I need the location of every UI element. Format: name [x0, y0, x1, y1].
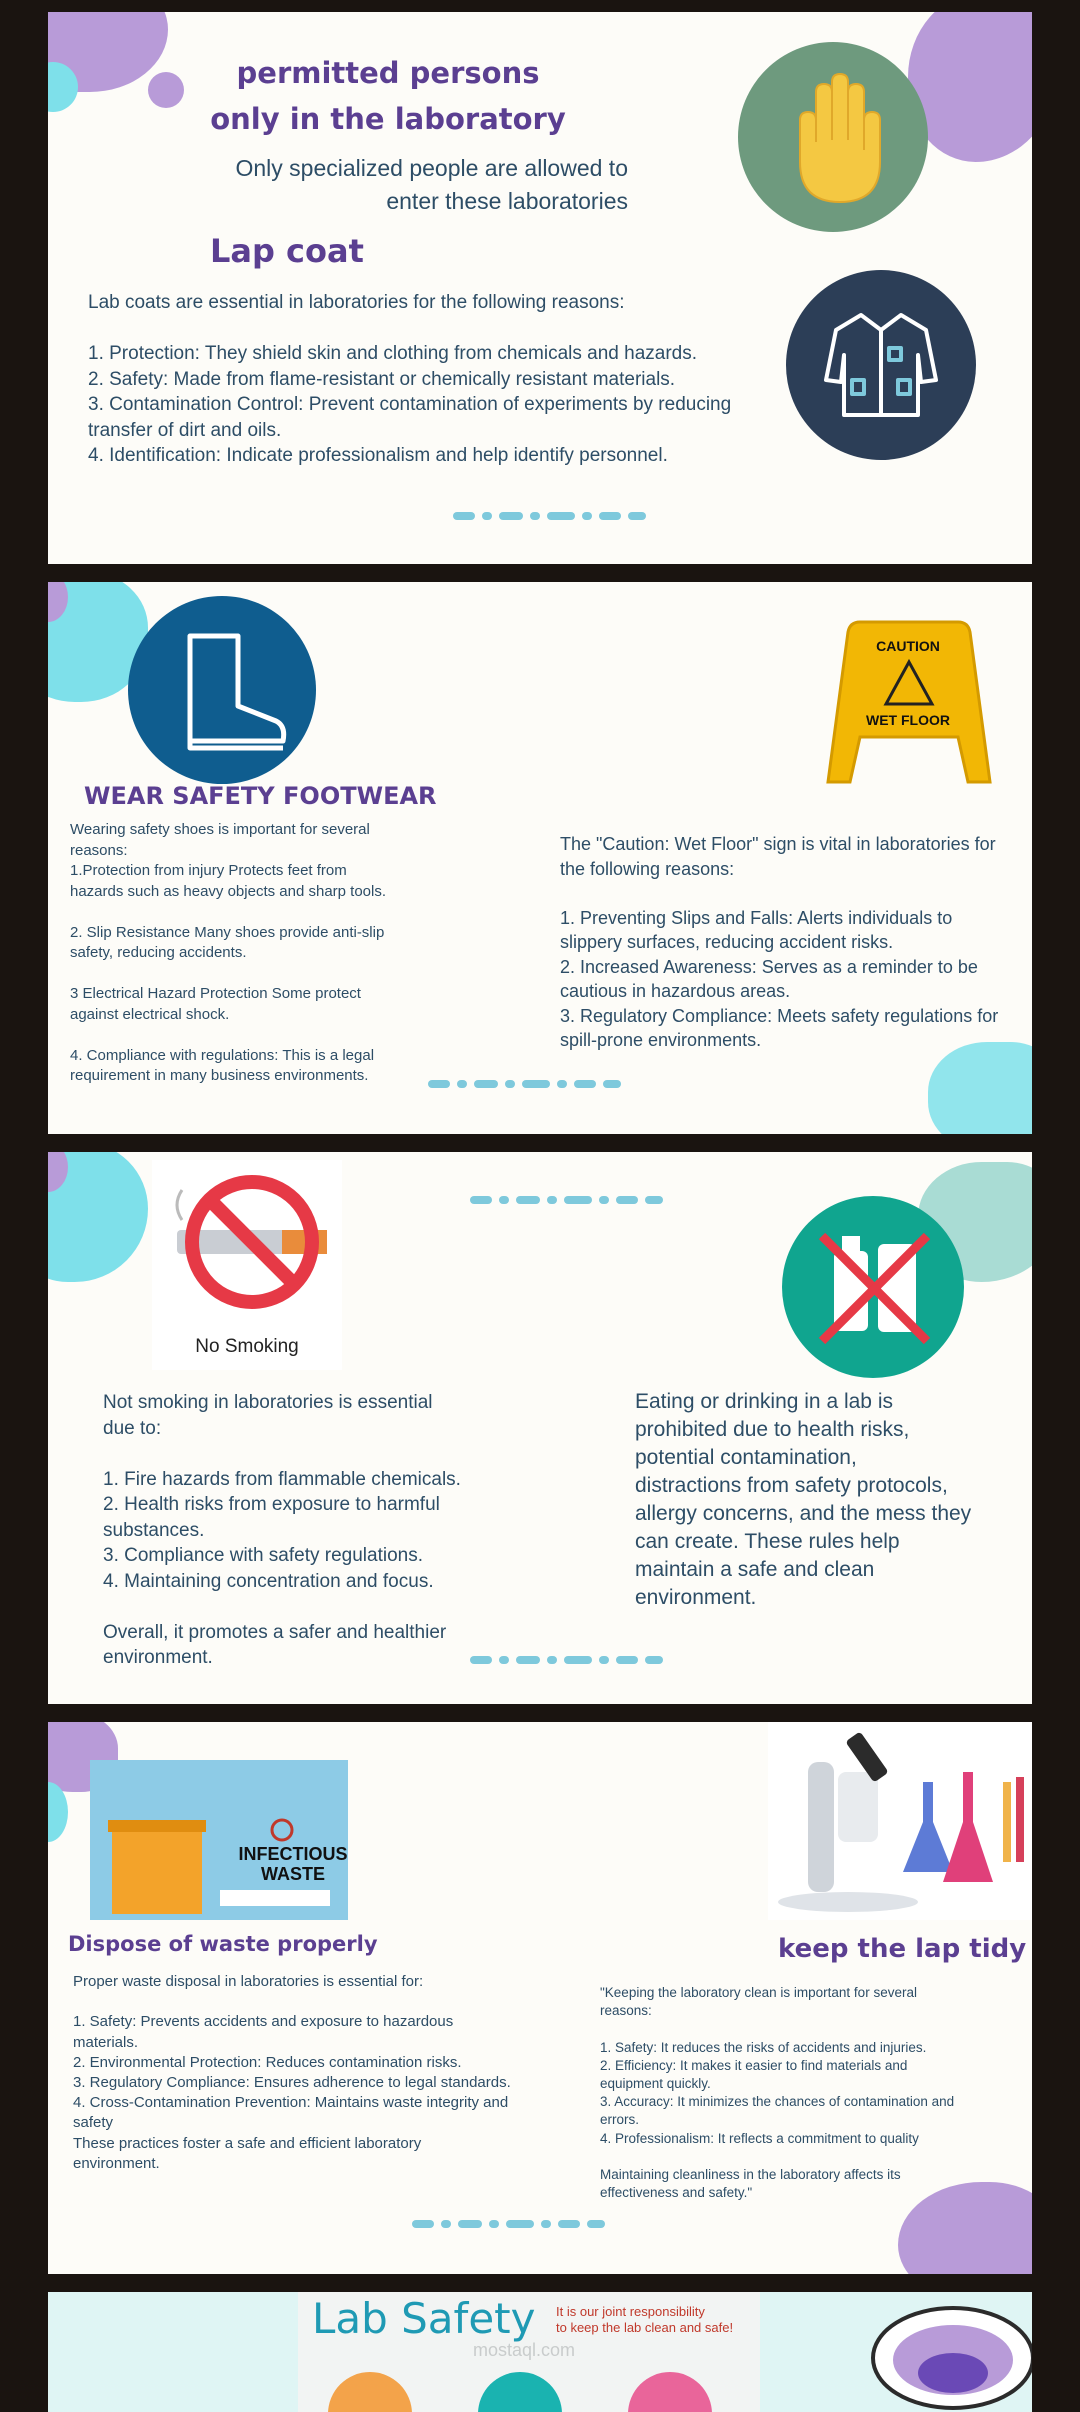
wetfloor-body: The "Caution: Wet Floor" sign is vital in laboratories for the following reasons: 1. Preventing Slips and Falls: Alerts individuals to slippery surfaces, reducing accident risks. 2. Increased Awareness: Serves as a reminder to be cautious in hazardous areas. 3. Regulatory Compliance: Meets safety regulations for spill-prone environments.	[560, 834, 999, 1050]
permitted-title: permitted persons only in the laboratory	[210, 56, 566, 136]
dash-divider	[428, 1080, 621, 1088]
dash-divider	[453, 512, 646, 520]
noeating-body: Eating or drinking in a lab is prohibited due to health risks, potential contamination, distractions from safety protocols, allergy concerns, and the mess they can create. These rules help maintain a safe and clean environment.	[635, 1390, 972, 1609]
microscope-image	[768, 1722, 1032, 1920]
infectious-waste-image	[90, 1760, 348, 1920]
waste-title: Dispose of waste properly	[68, 1932, 378, 1956]
card-permitted-labcoat	[48, 12, 1032, 564]
petri-dish-icon	[868, 2298, 1032, 2412]
waste-body: Proper waste disposal in laboratories is essential for: 1. Safety: Prevents accidents and exposure to hazardous materials. 2. Environmental Protection: Reduces contamination risks. 3. Regulatory Compliance: Ensures adherence to legal standards. 4. Cross-Contamination Prevention: Maintains waste integrity and safety These practices foster a safe and efficient laboratory environment.	[73, 1973, 511, 2172]
card-lab-safety-banner	[48, 2292, 1032, 2412]
dash-divider	[412, 2220, 605, 2228]
labcoat-circle-icon	[478, 2372, 562, 2412]
labcoat-body: Lab coats are essential in laboratories for the following reasons: 1. Protection: They shield skin and clothing from chemicals and hazards. 2. Safety: Made from flame-resistant or chemically resistant materials. 3. Contamination Control: Prevent contamination of experiments by reducing transfer of dirt and oils. 4. Identification: Indicate professionalism and help identify personnel.	[88, 292, 732, 466]
footwear-body: Wearing safety shoes is important for several reasons: 1.Protection from injury Protects feet from hazards such as heavy objects and sharp tools. 2. Slip Resistance Many shoes provide anti-slip safety, reducing accidents. 3 Electrical Hazard Protection Some protect against electrical shock. 4. Compliance with regulations: This is a legal requirement in many business environments.	[70, 821, 387, 1084]
permitted-subtitle: Only specialized people are allowed to enter these laboratories	[235, 155, 628, 214]
lab-safety-banner	[298, 2292, 760, 2412]
card-waste-tidy	[48, 1722, 1032, 2274]
tidy-body: "Keeping the laboratory clean is important for several reasons: 1. Safety: It reduces the risks of accidents and injuries. 2. Efficiency: It makes it easier to find materials and equipment quickly. 3. Accuracy: It minimizes the chances of contamination and errors. 4. Professionalism: It reflects a commitment to quality Maintaining cleanliness in the laboratory affects its effectiveness and safety."	[600, 1985, 955, 2201]
banner-title: Lab Safety	[312, 2294, 536, 2343]
stop-hand-icon	[738, 42, 928, 232]
caution-sign-top: CAUTION	[876, 638, 940, 654]
dash-divider	[470, 1656, 663, 1664]
footwear-title: WEAR SAFETY FOOTWEAR	[84, 782, 437, 810]
no-food-drink-icon	[782, 1196, 964, 1378]
infectious-waste-text: INFECTIOUS WASTE	[238, 1844, 348, 1884]
caution-sign-bottom: WET FLOOR	[866, 712, 950, 728]
banner-tagline: It is our joint responsibility to keep the lab clean and safe!	[556, 2304, 734, 2335]
card-nosmoking-noeating	[48, 1152, 1032, 1704]
hand-circle-icon	[328, 2372, 412, 2412]
labcoat-icon	[786, 270, 976, 460]
card-footwear-wetfloor	[48, 582, 1032, 1134]
caution-sign-icon	[818, 612, 1028, 812]
nosmoking-body: Not smoking in laboratories is essential due to: 1. Fire hazards from flammable chemicals. 2. Health risks from exposure to harmful substances. 3. Compliance with safety regulations. 4. Maintaining concentration and focus. Overall, it promotes a safer and healthier environment.	[103, 1392, 461, 1668]
labcoat-title: Lap coat	[210, 232, 364, 270]
watermark: mostaql.com	[473, 2340, 576, 2360]
no-smoking-label: No Smoking	[195, 1336, 299, 1357]
no-smoking-icon	[152, 1160, 342, 1370]
boot-circle-icon	[628, 2372, 712, 2412]
safety-boot-icon	[128, 596, 316, 784]
tidy-title: keep the lap tidy	[778, 1934, 1027, 1964]
blob-decoration	[928, 1042, 1032, 1134]
blob-decoration	[148, 72, 184, 108]
dash-divider	[470, 1196, 663, 1204]
